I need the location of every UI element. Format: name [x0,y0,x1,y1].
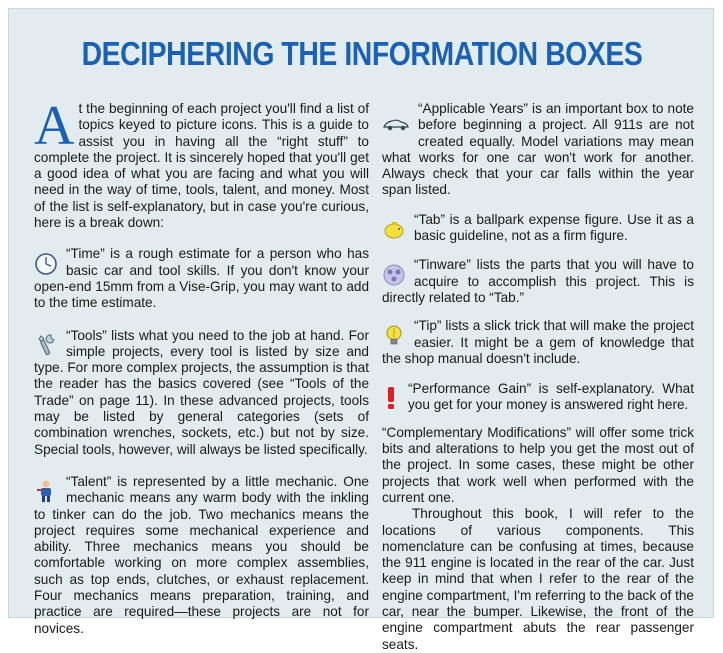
years-item [382,101,694,199]
clock-icon [34,250,58,276]
exclamation-icon [382,385,400,411]
complementary-text: “Complementary Modifications” will offer some trick bits and alterations to help you get the most out of the project. In some cases, these might be other projects that work well when performed with the current one. [382,424,694,505]
tab-text: “Tab” is a ballpark expense figure. Use it as a basic guideline, not as a firm figure. [414,211,694,244]
intro-paragraph [34,95,369,231]
tip-text: “Tip” lists a slick trick that will make the project easier. It might be a gem of knowledge that the shop manual doesn't include. [382,318,694,366]
tinware-item [382,257,694,306]
piggy-bank-icon [382,216,406,242]
mechanic-icon [34,478,58,504]
lightbulb-icon [382,322,406,348]
talent-item [34,474,369,637]
tools-item [34,328,369,458]
performance-text: “Performance Gain” is self-explanatory. What you get for your money is answered right here. [408,381,694,413]
info-panel [8,8,714,652]
tab-item [382,212,694,245]
tip-item [382,318,694,367]
page-title: DECIPHERING THE INFORMATION BOXES [81,35,643,72]
left-column [34,95,369,637]
talent-text: “Talent” is represented by a little mechanic. One mechanic means any warm body with the inkling to tinker can do the job. Two mechanics means the project requires some mechanical experience and ability. Three mechanics means you should be comfortable working on more complex assemblies, such as top ends, clutches, or exhaust replacement. Four mechanics means preparation, training, and practice are required—these projects are not for novices. [34,473,369,636]
throughout-text: Throughout this book, I will refer to the locations of various components. This nomenclature can be confusing at times, because the 911 engine is located in the rear of the car. Just keep in mind that when I refer to the rear of the engine compartment, I'm referring to the back of the car, near the bumper. Likewise, the front of the engine compartment abuts the rear passenger seats. [382,506,694,652]
intro-text: t the beginning of each project you'll find a list of topics keyed to picture icons. This is a guide to assist you in having all the “right stuff” to complete the project. It is sincerely hoped that you'll get a good idea of what you are facing and what you will need in the way of time, tools, talent, and money. Most of the list is self-explanatory, but in case you're curious, here is a break down: [34,101,369,231]
tinware-text: “Tinware” lists the parts that you will have to acquire to accomplish this project. This is directly related to “Tab.” [382,257,694,305]
drop-cap: A [34,95,75,157]
time-item [34,246,369,311]
years-text: “Applicable Years” is an important box to note before beginning a project. All 911s are not created equally. Model variations may mean what works for one car won't work for another. Always check that your car falls within the year span listed. [382,101,694,198]
right-column [382,101,694,653]
parts-icon [382,261,406,287]
car-icon [382,115,410,133]
tools-text: “Tools” lists what you need to the job at hand. For simple projects, every tool is listed by size and type. For more complex projects, the assumption is that the reader has the basics covered (see “Tools of the Trade” on page 11). In these advanced projects, tools may be listed by general categories (sets of combination wrenches, sockets, etc.) but not by size. Special tools, however, will always be listed specifically. [34,327,369,457]
performance-item [382,381,694,414]
time-text: “Time” is a rough estimate for a person who has basic car and tool skills. If you don't know your open-end 15mm from a Vise-Grip, you may want to add to the time estimate. [34,246,369,311]
wrench-icon [34,332,58,358]
